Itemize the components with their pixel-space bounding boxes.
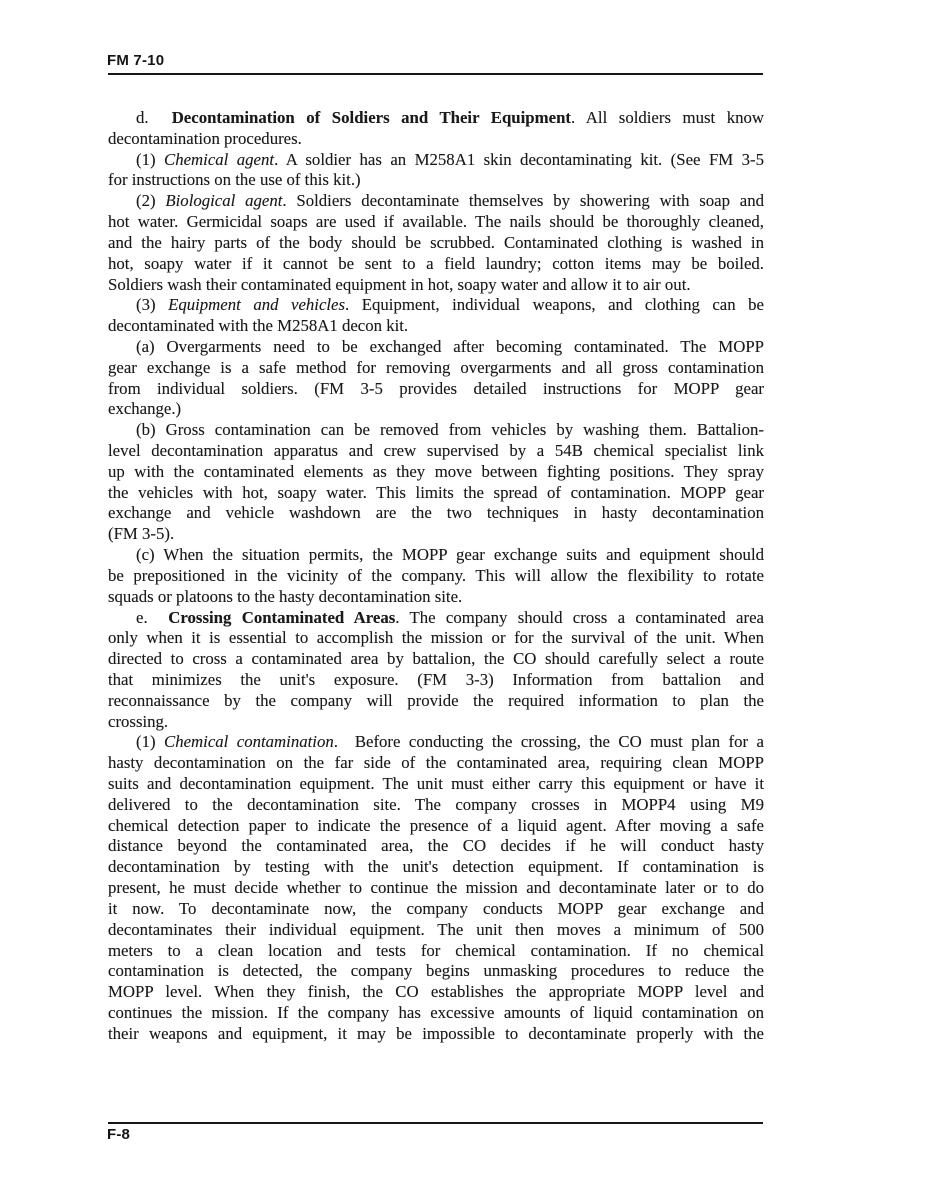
body-text: (2) <box>136 191 166 211</box>
body-text: (3) <box>136 295 169 315</box>
body-text: exchange.) <box>108 399 182 419</box>
body-text: d. <box>136 108 172 127</box>
body-text: up with the contaminated elements as they move between fighting positions. They spray <box>108 461 764 481</box>
body-text: distance beyond the contaminated area, the CO decides if he will conduct hasty <box>108 836 764 856</box>
text-line <box>108 503 764 524</box>
text-line <box>108 524 764 545</box>
italic-text: Chemical contamination <box>164 732 334 752</box>
body-text: . The company should cross a contaminated area <box>395 607 764 627</box>
body-text: be prepositioned in the vicinity of the company. This will allow the flexibility to rotate <box>108 565 764 585</box>
page-number: F-8 <box>107 1126 131 1143</box>
body-text: decontaminates their individual equipment. The unit then moves a minimum of 500 <box>108 919 764 939</box>
text-line <box>108 254 764 275</box>
body-text: hot, soapy water if it cannot be sent to a field laundry; cotton items may be boiled. <box>108 253 764 273</box>
body-text: squads or platoons to the hasty decontamination site. <box>108 586 463 606</box>
body-text: that minimizes the unit's exposure. (FM 3-3) Information from battalion and <box>108 669 764 689</box>
text-line <box>108 691 764 712</box>
text-line <box>108 316 764 337</box>
body-text: (1) <box>136 149 165 169</box>
text-line <box>108 483 764 504</box>
body-text: only when it is essential to accomplish the mission or for the survival of the unit. When <box>108 628 764 648</box>
body-text: their weapons and equipment, it may be impossible to decontaminate properly with the <box>108 1023 764 1043</box>
text-line <box>108 462 764 483</box>
body-text: (1) <box>136 732 165 752</box>
body-text: decontamination procedures. <box>108 128 302 148</box>
text-line <box>108 212 764 233</box>
body-text: crossing. <box>108 711 169 731</box>
text-line <box>108 712 764 733</box>
body-text: from individual soldiers. (FM 3-5 provides detailed instructions for MOPP gear <box>108 378 764 398</box>
text-line <box>108 628 764 649</box>
italic-text: Biological agent <box>165 191 283 211</box>
text-line <box>108 941 764 962</box>
body-text: the vehicles with hot, soapy water. This limits the spread of contamination. MOPP gear <box>108 482 764 502</box>
text-line <box>108 857 764 878</box>
body-text: for instructions on the use of this kit.) <box>108 170 361 190</box>
text-line <box>108 545 764 566</box>
text-line <box>108 670 764 691</box>
text-line <box>108 233 764 254</box>
text-line <box>108 129 764 150</box>
text-line <box>108 170 764 191</box>
text-line <box>108 732 764 753</box>
footer-rule <box>108 1122 763 1124</box>
body-text: and the hairy parts of the body should be scrubbed. Contaminated clothing is washed in <box>108 232 764 252</box>
italic-text: Chemical agent <box>164 149 275 169</box>
text-line <box>108 295 764 316</box>
body-text: present, he must decide whether to continue the mission and decontaminate later or to do <box>108 878 764 898</box>
body-text: directed to cross a contaminated area by battalion, the CO should carefully select a route <box>108 649 764 669</box>
text-line <box>108 753 764 774</box>
body-text: suits and decontamination equipment. The unit must either carry this equipment or have it <box>108 774 764 793</box>
text-line <box>108 441 764 462</box>
bold-text: Decontamination of Soldiers and Their Equipment <box>171 108 571 127</box>
text-line <box>108 1024 764 1045</box>
text-line <box>108 649 764 670</box>
body-text: . A soldier has an M258A1 skin decontaminating kit. (See FM 3-5 <box>274 149 765 169</box>
bold-text: Crossing Contaminated Areas <box>168 607 396 627</box>
page-header-label: FM 7-10 <box>107 52 165 69</box>
body-text: hot water. Germicidal soaps are used if available. The nails should be thoroughly cleaned, <box>108 212 764 232</box>
body-text: level decontamination apparatus and crew supervised by a 54B chemical specialist link <box>108 441 764 460</box>
italic-text: Equipment and vehicles <box>168 295 346 315</box>
body-text: Soldiers wash their contaminated equipment in hot, soapy water and allow it to air out. <box>108 274 691 294</box>
body-text: gear exchange is a safe method for removing overgarments and all gross contamination <box>108 357 764 377</box>
body-text: (c) When the situation permits, the MOPP gear exchange suits and equipment should <box>136 545 764 565</box>
text-line <box>108 587 764 608</box>
body-text: hasty decontamination on the far side of the contaminated area, requiring clean MOPP <box>108 753 764 773</box>
text-line <box>108 108 764 129</box>
body-text: reconnaissance by the company will provide the required information to plan the <box>108 690 764 710</box>
body-text: delivered to the decontamination site. The company crosses in MOPP4 using M9 <box>108 794 764 814</box>
body-text: decontaminated with the M258A1 decon kit. <box>108 316 409 336</box>
text-line <box>108 982 764 1003</box>
text-line <box>108 816 764 837</box>
text-line <box>108 920 764 941</box>
text-line <box>108 961 764 982</box>
body-text: decontamination by testing with the unit's detection equipment. If contamination is <box>108 857 764 877</box>
body-text: (b) Gross contamination can be removed from vehicles by washing them. Battalion- <box>136 420 764 440</box>
body-text: chemical detection paper to indicate the presence of a liquid agent. After moving a safe <box>108 815 764 835</box>
text-line <box>108 608 764 629</box>
body-text: continues the mission. If the company has excessive amounts of liquid contamination on <box>108 1002 764 1022</box>
document-body <box>108 108 764 1045</box>
body-text: . Before conducting the crossing, the CO must plan for a <box>333 732 764 752</box>
text-line <box>108 399 764 420</box>
text-line <box>108 379 764 400</box>
text-line <box>108 150 764 171</box>
body-text: exchange and vehicle washdown are the two techniques in hasty decontamination <box>108 503 764 523</box>
body-text: it now. To decontaminate now, the company conducts MOPP gear exchange and <box>108 898 764 918</box>
text-line <box>108 1003 764 1024</box>
body-text: e. <box>136 607 169 627</box>
text-line <box>108 899 764 920</box>
text-line <box>108 191 764 212</box>
body-text: meters to a clean location and tests for chemical contamination. If no chemical <box>108 940 764 960</box>
header-rule <box>108 73 763 75</box>
text-line <box>108 275 764 296</box>
text-line <box>108 420 764 441</box>
body-text: (FM 3-5). <box>108 524 175 544</box>
text-line <box>108 878 764 899</box>
body-text: . Equipment, individual weapons, and clothing can be <box>345 295 765 315</box>
text-line <box>108 358 764 379</box>
body-text: (a) Overgarments need to be exchanged after becoming contaminated. The MOPP <box>136 336 764 356</box>
text-line <box>108 836 764 857</box>
text-line <box>108 774 764 795</box>
body-text: contamination is detected, the company begins unmasking procedures to reduce the <box>108 961 764 981</box>
body-text: MOPP level. When they finish, the CO establishes the appropriate MOPP level and <box>108 982 764 1002</box>
text-line <box>108 337 764 358</box>
body-text: . Soldiers decontaminate themselves by showering with soap and <box>282 191 765 211</box>
text-line <box>108 566 764 587</box>
body-text: . All soldiers must know <box>571 108 765 127</box>
text-line <box>108 795 764 816</box>
